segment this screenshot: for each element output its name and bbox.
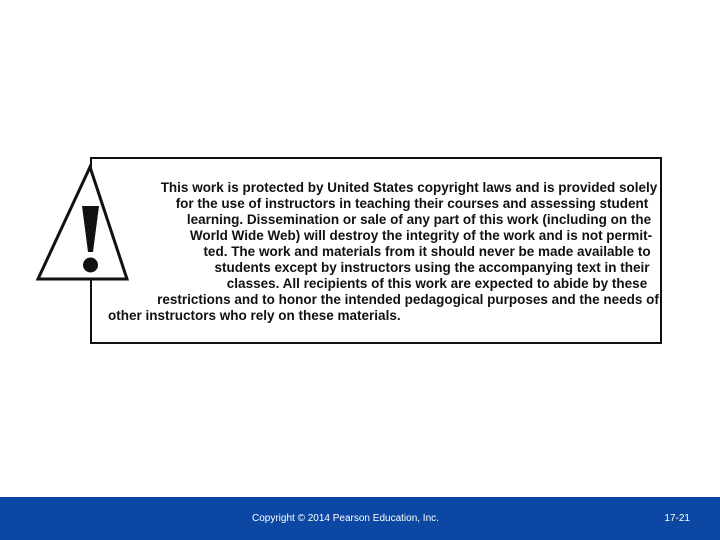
warning-triangle-icon: [35, 164, 130, 282]
notice-line: learning. Dissemination or sale of any part of this work (including on the: [186, 212, 652, 227]
footer-bar: [0, 497, 720, 540]
slide-number: 17-21: [664, 513, 690, 524]
notice-line: ted. The work and materials from it should never be made available to: [203, 244, 651, 259]
copyright-notice-box: [90, 157, 662, 344]
notice-line: other instructors who rely on these materials.: [108, 308, 401, 323]
notice-line: This work is protected by United States copyright laws and is provided solely: [160, 180, 658, 195]
notice-line: classes. All recipients of this work are expected to abide by these: [226, 276, 648, 291]
notice-line: for the use of instructors in teaching their courses and assessing student: [175, 196, 649, 211]
notice-line: students except by instructors using the accompanying text in their: [214, 260, 650, 275]
notice-line: World Wide Web) will destroy the integrity of the work and is not permit-: [189, 228, 653, 243]
footer-copyright: Copyright © 2014 Pearson Education, Inc.: [252, 513, 439, 524]
notice-line: restrictions and to honor the intended pedagogical purposes and the needs of: [157, 292, 659, 307]
